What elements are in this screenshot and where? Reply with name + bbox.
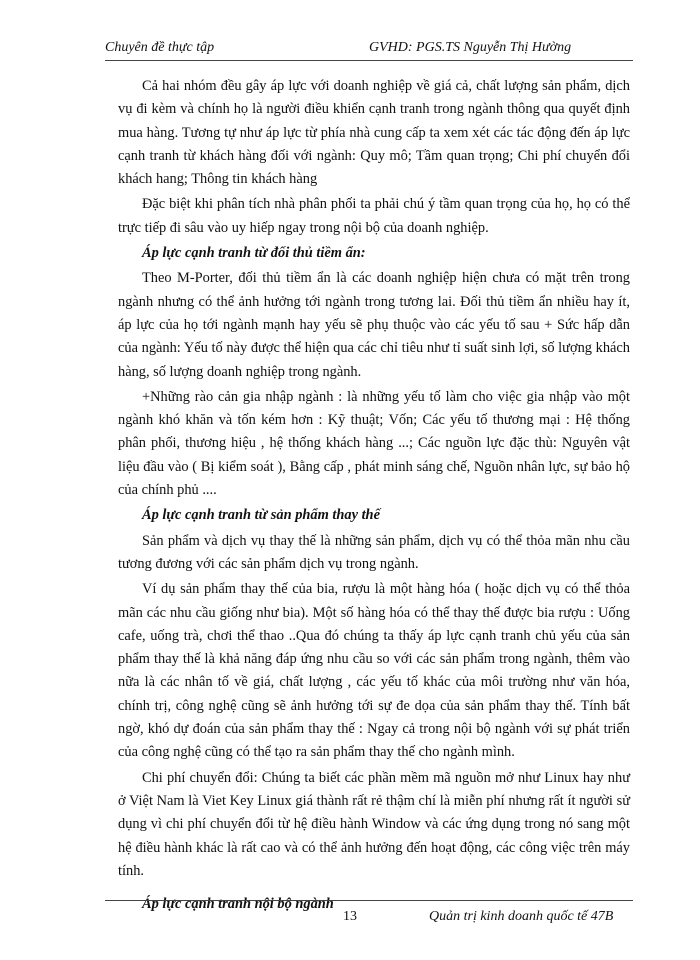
paragraph: +Những rào cản gia nhập ngành : là những yếu tố làm cho việc gia nhập vào một ngành khó khăn và tốn kém hơn : Kỹ thuật; Vốn; Các yếu tố thương mại : Hệ thống phân phối, thương hiệu , hệ thống khách hàng ...; Các nguồn lực đặc thù: Nguyên vật liệu đầu vào ( Bị kiểm soát ), Bằng cấp , phát minh sáng chế, Nguồn nhân lực, sự bảo hộ của chính phủ .... — [118, 388, 630, 499]
header-title: Chuyên đề thực tập — [105, 40, 215, 55]
document-body — [118, 75, 630, 918]
paragraph: Chi phí chuyển đổi: Chúng ta biết các phần mềm mã nguồn mở như Linux hay như ở Việt Nam là Viet Key Linux giá thành rất rẻ thậm chí là miễn phí nhưng rất ít người sử dụng vì chi phí chuyển đổi từ hệ điều hành Window và các ứng dụng trong nó sang một hệ điều hành khác là rất cao và có thể ảnh hưởng đến hoạt động, các công việc trên máy tính. — [118, 769, 630, 879]
page-number: 13 — [343, 909, 357, 924]
paragraph: Cả hai nhóm đều gây áp lực với doanh nghiệp về giá cả, chất lượng sản phẩm, dịch vụ đi kèm và chính họ là người điều khiển cạnh tranh trong ngành thông qua quyết định mua hàng. Tương tự như áp lực từ phía nhà cung cấp ta xem xét các tác động đến áp lực cạnh tranh từ khách hàng đối với ngành: Quy mô; Tầm quan trọng; Chi phí chuyển đổi khách hang; Thông tin khách hàng — [118, 78, 630, 188]
section-heading: Áp lực cạnh tranh từ sản phẩm thay thế — [142, 507, 380, 524]
paragraph: Sản phẩm và dịch vụ thay thế là những sản phẩm, dịch vụ có thể thỏa mãn nhu cầu tương đương với các sản phẩm dịch vụ trong ngành. — [118, 532, 630, 572]
page-header — [105, 36, 633, 61]
section-heading: Áp lực cạnh tranh từ đối thủ tiềm ẩn: — [142, 245, 366, 262]
page-footer — [105, 900, 633, 929]
paragraph: Đặc biệt khi phân tích nhà phân phối ta phải chú ý tầm quan trọng của họ, họ có thể trực tiếp đi sâu vào uy hiếp ngay trong nội bộ của doanh nghiệp. — [118, 196, 630, 236]
footer-course: Quản trị kinh doanh quốc tế 47B — [429, 909, 614, 924]
section-heading: Áp lực cạnh tranh nội bộ ngành — [142, 896, 334, 913]
paragraph: Ví dụ sản phẩm thay thế của bia, rượu là một hàng hóa ( hoặc dịch vụ có thể thỏa mãn các nhu cầu giống như bia). Một số hàng hóa có thể thay thế được bia rượu : Uống cafe, uống trà, chơi thể thao ..Qua đó chúng ta thấy áp lực cạnh tranh chủ yếu của sản phẩm thay thế là khả năng đáp ứng nhu cầu so với các sản phẩm trong ngành, thêm vào nữa là các nhân tố về giá, chất lượng , các yếu tố khác của môi trường như văn hóa, chính trị, công nghệ cũng sẽ ảnh hưởng tới sự đe dọa của sản phẩm thay thế. Tính bất ngờ, khó dự đoán của sản phẩm thay thế : Ngay cả trong nội bộ ngành với sự phát triển của công nghệ cũng có thể tạo ra sản phẩm thay thế cho ngành mình. — [118, 581, 630, 761]
header-advisor: GVHD: PGS.TS Nguyễn Thị Hường — [369, 40, 572, 55]
paragraph: Theo M-Porter, đối thủ tiềm ẩn là các doanh nghiệp hiện chưa có mặt trên trong ngành nhưng có thể ảnh hưởng tới ngành trong tương lai. Đối thủ tiềm ẩn nhiều hay ít, áp lực của họ tới ngành mạnh hay yếu sẽ phụ thuộc vào các yếu tố sau + Sức hấp dẫn của ngành: Yếu tố này được thể hiện qua các chỉ tiêu như tỉ suất sinh lợi, số lượng khách hàng, số lượng doanh nghiệp trong ngành. — [118, 270, 630, 380]
